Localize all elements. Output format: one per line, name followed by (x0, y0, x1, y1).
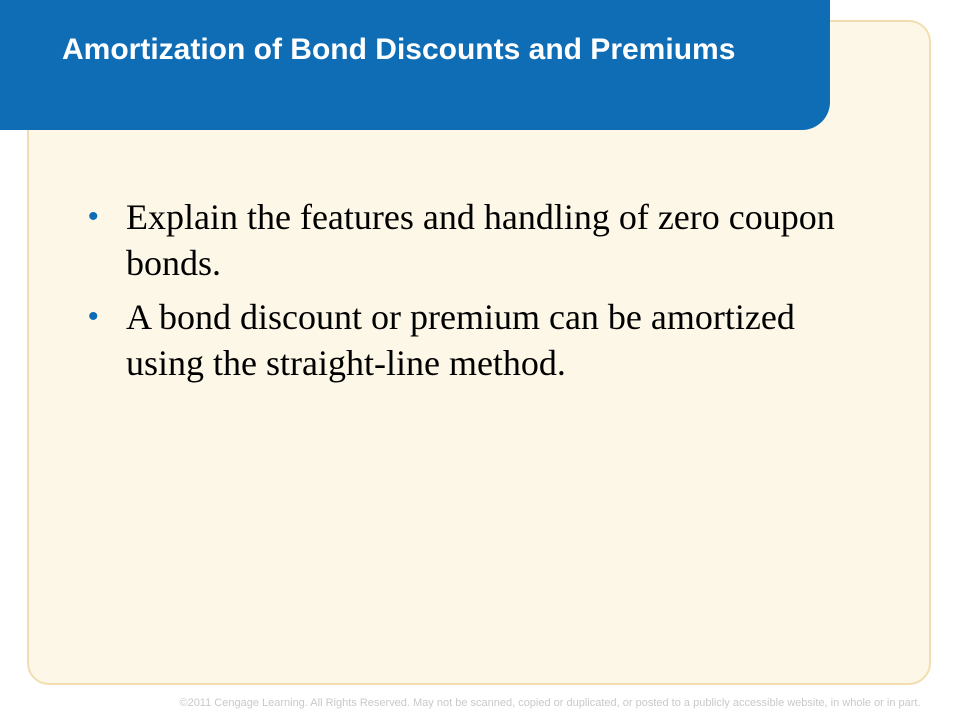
slide-title: Amortization of Bond Discounts and Premiums (62, 33, 736, 66)
title-bar (0, 0, 830, 130)
bullet-item (88, 294, 868, 386)
bullet-item (88, 194, 868, 286)
bullet-marker: • (88, 300, 99, 333)
bullet-text: Explain the features and handling of zero coupon bonds. (126, 197, 835, 283)
copyright-footer: ©2011 Cengage Learning. All Rights Reserved. May not be scanned, copied or duplicated, or posted to a publicly accessible website, in whole or in part. (179, 697, 921, 709)
bullet-text: A bond discount or premium can be amortized using the straight-line method. (126, 297, 795, 383)
bullet-marker: • (88, 200, 99, 233)
bullet-list (88, 194, 868, 394)
